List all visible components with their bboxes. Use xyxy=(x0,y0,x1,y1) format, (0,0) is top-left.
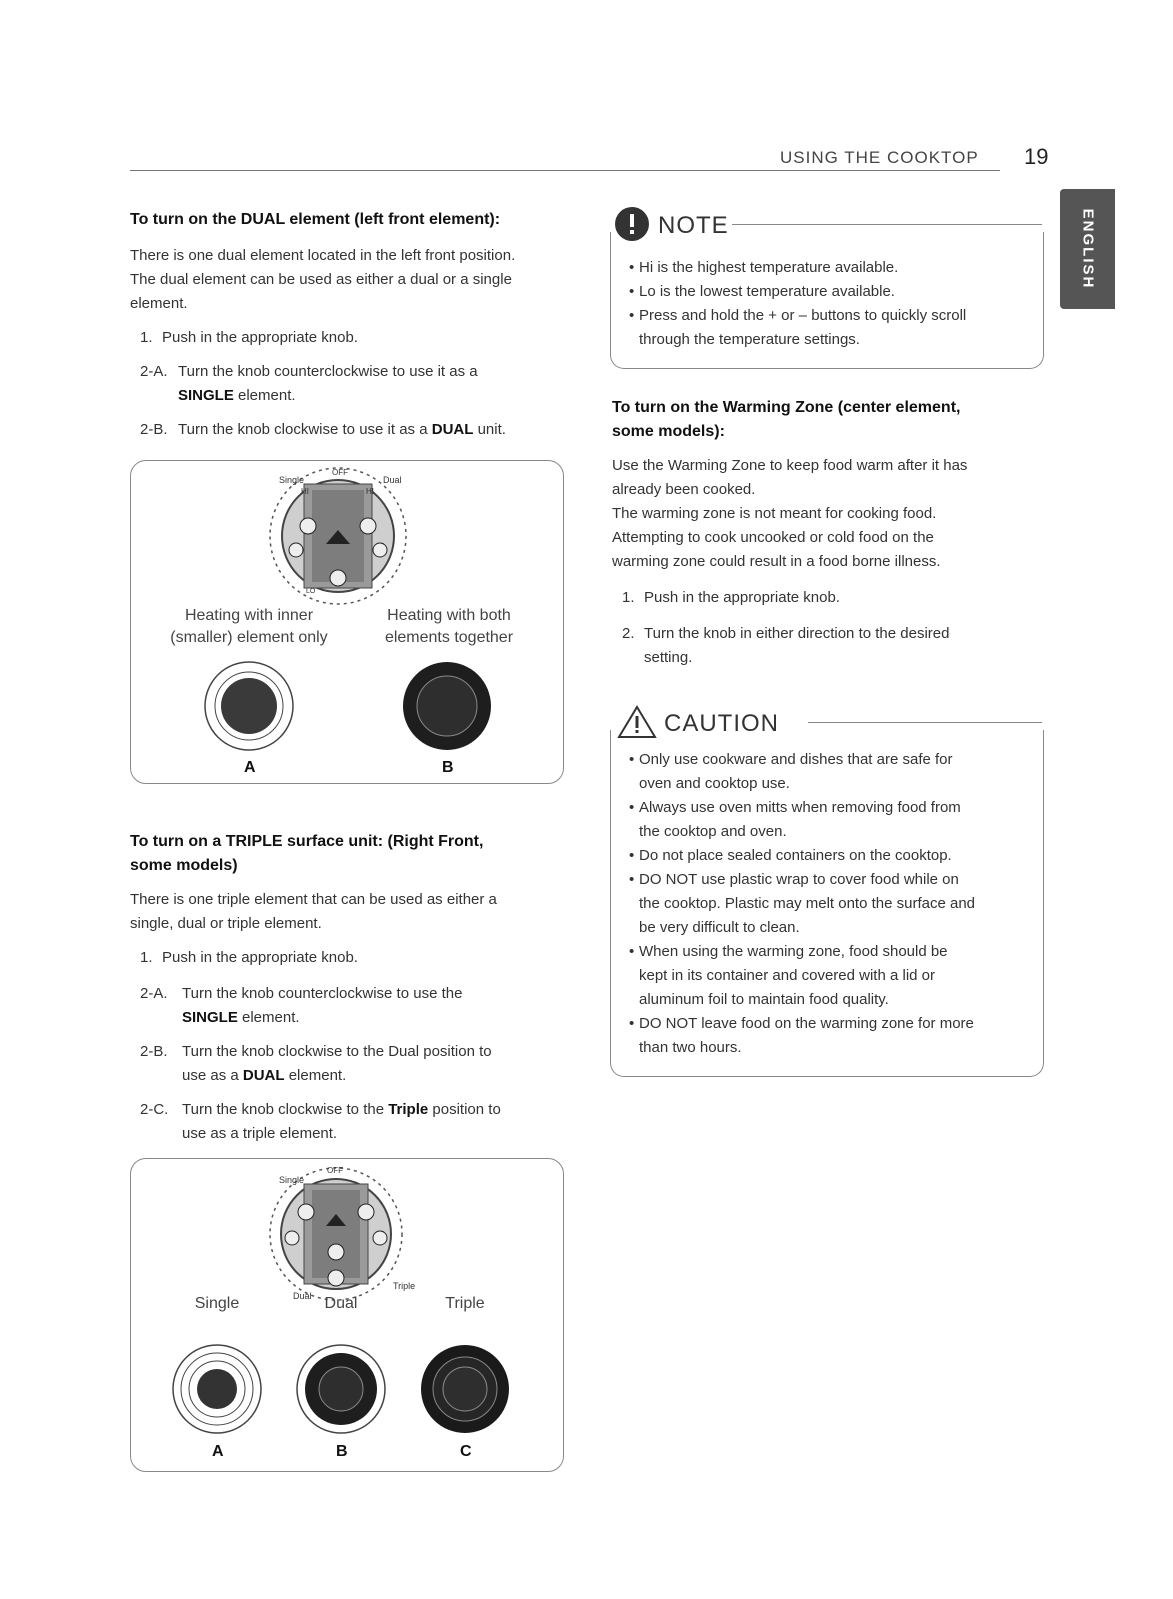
caution-item-text: Only use cookware and dishes that are safe for xyxy=(639,751,953,768)
knob-label-hi: HI xyxy=(366,487,374,496)
burner-c-graphic xyxy=(421,1345,509,1433)
step-text: position to xyxy=(428,1101,501,1118)
triple-figure xyxy=(130,1158,564,1472)
triple-step-1 xyxy=(140,946,560,970)
knob-label-off: OFF xyxy=(332,468,348,477)
header-rule xyxy=(130,170,1000,171)
knob-label-dual: Dual xyxy=(383,475,402,485)
caution-item-text: the cooktop. Plastic may melt onto the surface and xyxy=(639,895,976,912)
note-item: • Press and hold the + or – buttons to quickly scroll through the temperature settings. xyxy=(629,304,1039,352)
note-item-text: Lo is the lowest temperature available. xyxy=(639,283,895,300)
step-text: use as a xyxy=(182,1067,243,1084)
knob-label-single: Single xyxy=(279,475,305,485)
caution-item: • When using the warming zone, food should be kept in its container and covered with a lid or aluminum foil to maintain food quality. xyxy=(629,940,1039,1012)
dual-intro-line: element. xyxy=(130,295,188,312)
caption-line: (smaller) element only xyxy=(170,629,328,646)
burner-a-graphic xyxy=(173,1345,261,1433)
triple-heading xyxy=(130,830,483,878)
section-title: USING THE COOKTOP xyxy=(780,148,979,167)
note-item-text: through the temperature settings. xyxy=(639,331,860,348)
caption-line: Heating with inner xyxy=(184,607,314,624)
label-a: A xyxy=(212,1443,224,1460)
triple-intro-line: single, dual or triple element. xyxy=(130,915,322,932)
step-number: 2. xyxy=(622,625,635,642)
warming-intro-line: warming zone could result in a food borne illness. xyxy=(612,553,941,570)
warming-heading-line: some models): xyxy=(612,423,725,440)
dual-step-2b xyxy=(140,418,560,442)
step-text: Turn the knob clockwise to the Dual position to xyxy=(182,1043,492,1060)
language-tab-label: ENGLISH xyxy=(1079,208,1096,290)
step-text: element. xyxy=(233,387,296,404)
caution-rule xyxy=(808,722,1042,723)
step-number: 2-A. xyxy=(140,363,168,380)
triple-heading-line: some models) xyxy=(130,857,238,874)
page-number: 19 xyxy=(1024,144,1049,169)
step-bold: Triple xyxy=(388,1101,429,1118)
step-text: element. xyxy=(284,1067,347,1084)
warming-heading-line: To turn on the Warming Zone (center element, xyxy=(612,399,961,416)
caution-item-text: When using the warming zone, food should be xyxy=(639,943,948,960)
triple-heading-line: To turn on a TRIPLE surface unit: (Right Front, xyxy=(130,833,484,850)
note-item-text: Hi is the highest temperature available. xyxy=(639,259,899,276)
caution-box xyxy=(610,730,1044,1077)
caution-item-text: aluminum foil to maintain food quality. xyxy=(639,991,889,1008)
step-number: 1. xyxy=(622,589,635,606)
label-c: C xyxy=(460,1443,472,1460)
warming-heading xyxy=(612,396,960,444)
caution-item: • Always use oven mitts when removing food from the cooktop and oven. xyxy=(629,796,1039,844)
caution-item-text: oven and cooktop use. xyxy=(639,775,790,792)
triple-intro-line: There is one triple element that can be used as either a xyxy=(130,891,497,908)
note-rule xyxy=(732,224,1042,225)
warming-step-1 xyxy=(622,586,1042,610)
caption-a xyxy=(149,605,349,649)
caution-item-text: Always use oven mitts when removing food from xyxy=(639,799,961,816)
caption-single: Single xyxy=(194,1295,240,1312)
caption-triple: Triple xyxy=(445,1295,485,1312)
step-number: 2-C. xyxy=(140,1101,169,1118)
step-text: Turn the knob counterclockwise to use it as a xyxy=(178,363,478,380)
caution-item-text: be very difficult to clean. xyxy=(639,919,800,936)
caution-item-text: DO NOT leave food on the warming zone for more xyxy=(639,1015,974,1032)
burner-b-graphic xyxy=(403,662,491,750)
burner-b-graphic xyxy=(297,1345,385,1433)
step-bold: DUAL xyxy=(431,421,474,438)
warming-intro-line: Attempting to cook uncooked or cold food on the xyxy=(612,529,934,546)
caution-item-text: the cooktop and oven. xyxy=(639,823,787,840)
warming-intro xyxy=(612,454,967,574)
dual-step-1 xyxy=(140,326,560,350)
caption-line: Heating with both xyxy=(387,607,511,624)
step-number: 2-A. xyxy=(140,985,168,1002)
step-text: element. xyxy=(237,1009,300,1026)
language-tab xyxy=(1060,189,1115,309)
caution-item: • Do not place sealed containers on the cooktop. xyxy=(629,844,1039,868)
triple-intro xyxy=(130,888,497,936)
step-number: 1. xyxy=(140,329,153,346)
step-text: use as a triple element. xyxy=(182,1125,338,1142)
triple-step-2a xyxy=(140,982,560,1030)
step-text: unit. xyxy=(473,421,506,438)
note-item-text: Press and hold the + or – buttons to quickly scroll xyxy=(639,307,967,324)
dual-intro xyxy=(130,244,515,316)
step-bold: DUAL xyxy=(242,1067,285,1084)
knob-label-hi: HI xyxy=(301,487,309,496)
burner-a-graphic xyxy=(205,662,293,750)
caution-item-text: Do not place sealed containers on the cooktop. xyxy=(639,847,952,864)
caution-item-text: DO NOT use plastic wrap to cover food while on xyxy=(639,871,959,888)
dual-step-2a xyxy=(140,360,560,408)
knob-label-single: Single xyxy=(279,1175,305,1185)
dual-figure xyxy=(130,460,564,784)
knob-label-lo: LO xyxy=(306,588,316,595)
caption-line: elements together xyxy=(384,629,514,646)
triple-step-2b xyxy=(140,1040,560,1088)
note-title: NOTE xyxy=(658,212,729,239)
step-number: 2-B. xyxy=(140,421,168,438)
caution-item: • DO NOT use plastic wrap to cover food while on the cooktop. Plastic may melt onto the surface and be very difficult to clean. xyxy=(629,868,1039,940)
caution-item-text: kept in its container and covered with a lid or xyxy=(639,967,935,984)
warming-intro-line: Use the Warming Zone to keep food warm after it has xyxy=(612,457,968,474)
caution-item-text: than two hours. xyxy=(639,1039,742,1056)
label-a: A xyxy=(244,759,256,776)
knob-label-dual: Dual xyxy=(293,1291,312,1301)
step-number: 1. xyxy=(140,949,153,966)
triple-knob-diagram xyxy=(131,1159,563,1471)
dual-heading: To turn on the DUAL element (left front element): xyxy=(130,211,501,228)
dual-intro-line: There is one dual element located in the left front position. xyxy=(130,247,516,264)
step-text: setting. xyxy=(644,649,693,666)
note-box: • Hi is the highest temperature available. • Lo is the lowest temperature available. • Press and hold the + or – buttons to quickly scroll through the temperature settings. xyxy=(610,232,1044,369)
step-text: Turn the knob counterclockwise to use the xyxy=(182,985,463,1002)
step-bold: SINGLE xyxy=(178,387,234,404)
step-text: Turn the knob in either direction to the desired xyxy=(644,625,950,642)
caption-b xyxy=(349,605,549,649)
warming-intro-line: already been cooked. xyxy=(612,481,756,498)
caution-title: CAUTION xyxy=(664,710,779,737)
warming-intro-line: The warming zone is not meant for cooking food. xyxy=(612,505,937,522)
caution-item: • DO NOT leave food on the warming zone for more than two hours. xyxy=(629,1012,1039,1060)
step-bold: SINGLE xyxy=(182,1009,238,1026)
label-b: B xyxy=(336,1443,348,1460)
step-text: Turn the knob clockwise to the xyxy=(182,1101,389,1118)
triple-step-2c xyxy=(140,1098,560,1146)
step-text: Turn the knob clockwise to use it as a xyxy=(178,421,432,438)
step-number: 2-B. xyxy=(140,1043,168,1060)
label-b: B xyxy=(442,759,454,776)
step-text: Push in the appropriate knob. xyxy=(644,589,840,606)
step-text: Push in the appropriate knob. xyxy=(162,329,358,346)
caption-dual: Dual xyxy=(324,1295,358,1312)
knob-label-triple: Triple xyxy=(393,1281,416,1291)
step-text: Push in the appropriate knob. xyxy=(162,949,358,966)
caution-item: • Only use cookware and dishes that are safe for oven and cooktop use. xyxy=(629,748,1039,796)
knob-label-off: OFF xyxy=(327,1166,343,1175)
dual-intro-line: The dual element can be used as either a dual or a single xyxy=(130,271,512,288)
warming-step-2 xyxy=(622,622,1042,670)
